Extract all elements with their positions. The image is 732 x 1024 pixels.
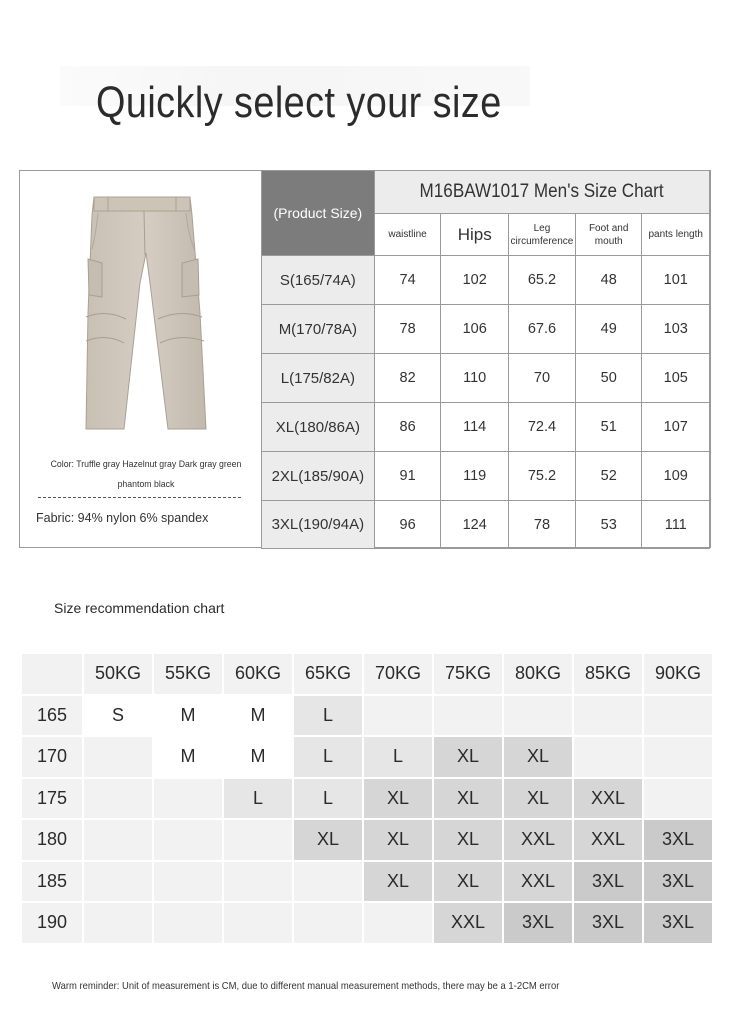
table-cell: 67.6 xyxy=(508,305,575,354)
recommended-size-cell: XXL xyxy=(434,903,502,943)
recommended-size-cell xyxy=(154,903,222,943)
table-row xyxy=(262,501,710,549)
size-chart-table xyxy=(261,170,710,549)
recommended-size-cell xyxy=(154,779,222,819)
recommended-size-cell: 3XL xyxy=(574,903,642,943)
table-cell: 75.2 xyxy=(508,452,575,501)
recommended-size-cell xyxy=(364,903,432,943)
recommended-size-cell: XL xyxy=(294,820,362,860)
table-row xyxy=(262,452,710,501)
table-cell: 82 xyxy=(374,354,441,403)
recommended-size-cell: XXL xyxy=(574,779,642,819)
recommended-size-cell: 3XL xyxy=(644,903,712,943)
table-cell: 78 xyxy=(374,305,441,354)
color-line-1: Color: Truffle gray Hazelnut gray Dark gray green xyxy=(50,459,242,470)
table-row xyxy=(22,696,712,736)
table-cell: 53 xyxy=(575,501,642,549)
recommended-size-cell: XXL xyxy=(574,820,642,860)
recommended-size-cell xyxy=(644,737,712,777)
recommended-size-cell: XXL xyxy=(504,862,572,902)
recommended-size-cell: XL xyxy=(434,820,502,860)
table-cell: 107 xyxy=(642,403,710,452)
table-cell: 72.4 xyxy=(508,403,575,452)
size-label: M(170/78A) xyxy=(262,305,375,354)
recommended-size-cell: L xyxy=(294,737,362,777)
recommended-size-cell xyxy=(84,779,152,819)
recommended-size-cell: 3XL xyxy=(504,903,572,943)
table-cell: 102 xyxy=(441,256,509,305)
color-options xyxy=(45,455,247,495)
table-cell: 86 xyxy=(374,403,441,452)
recommended-size-cell xyxy=(84,737,152,777)
product-info xyxy=(20,171,262,547)
height-label: 165 xyxy=(22,696,82,736)
recommended-size-cell: 3XL xyxy=(574,862,642,902)
recommended-size-cell xyxy=(84,903,152,943)
table-cell: 101 xyxy=(642,256,710,305)
recommended-size-cell: M xyxy=(154,737,222,777)
table-cell: 110 xyxy=(441,354,509,403)
recommended-size-cell xyxy=(644,696,712,736)
recommended-size-cell xyxy=(574,737,642,777)
table-cell: 74 xyxy=(374,256,441,305)
recommended-size-cell: M xyxy=(224,696,292,736)
table-row xyxy=(262,403,710,452)
recommended-size-cell: XXL xyxy=(504,820,572,860)
table-row xyxy=(22,862,712,902)
recommended-size-cell: L xyxy=(294,779,362,819)
recommended-size-cell xyxy=(364,696,432,736)
product-size-panel xyxy=(19,170,711,548)
dashed-divider xyxy=(38,497,241,498)
recommended-size-cell: S xyxy=(84,696,152,736)
size-chart-title: M16BAW1017 Men's Size Chart xyxy=(374,171,709,214)
recommended-size-cell: XL xyxy=(364,862,432,902)
table-cell: 48 xyxy=(575,256,642,305)
recommended-size-cell xyxy=(574,696,642,736)
size-label: L(175/82A) xyxy=(262,354,375,403)
recommended-size-cell xyxy=(224,820,292,860)
table-cell: 65.2 xyxy=(508,256,575,305)
recommended-size-cell: L xyxy=(224,779,292,819)
height-label: 175 xyxy=(22,779,82,819)
recommended-size-cell: XL xyxy=(434,737,502,777)
recommended-size-cell: XL xyxy=(504,779,572,819)
table-row xyxy=(22,779,712,819)
size-label: S(165/74A) xyxy=(262,256,375,305)
recommended-size-cell: XL xyxy=(364,779,432,819)
table-cell: 50 xyxy=(575,354,642,403)
recommended-size-cell xyxy=(434,696,502,736)
recommended-size-cell xyxy=(84,862,152,902)
weight-header: 75KG xyxy=(434,654,502,694)
recommended-size-cell: L xyxy=(294,696,362,736)
corner-cell xyxy=(22,654,82,694)
col-header-waistline: waistline xyxy=(374,214,441,256)
weight-header: 65KG xyxy=(294,654,362,694)
product-size-header: (Product Size) xyxy=(262,171,375,256)
table-cell: 109 xyxy=(642,452,710,501)
height-label: 190 xyxy=(22,903,82,943)
recommended-size-cell: XL xyxy=(364,820,432,860)
table-cell: 91 xyxy=(374,452,441,501)
size-label: 3XL(190/94A) xyxy=(262,501,375,549)
col-header-leg: Leg circumference xyxy=(508,214,575,256)
recommended-size-cell xyxy=(224,862,292,902)
table-row xyxy=(22,737,712,777)
fabric-composition: Fabric: 94% nylon 6% spandex xyxy=(36,511,209,525)
table-cell: 105 xyxy=(642,354,710,403)
table-row xyxy=(22,820,712,860)
pants-image xyxy=(68,193,218,433)
weight-header: 70KG xyxy=(364,654,432,694)
size-label: 2XL(185/90A) xyxy=(262,452,375,501)
table-cell: 103 xyxy=(642,305,710,354)
page-title: Quickly select your size xyxy=(96,78,502,127)
table-cell: 70 xyxy=(508,354,575,403)
table-row xyxy=(262,256,710,305)
table-row xyxy=(262,354,710,403)
table-cell: 111 xyxy=(642,501,710,549)
color-line-2: phantom black xyxy=(117,479,175,490)
recommended-size-cell: XL xyxy=(434,779,502,819)
recommended-size-cell xyxy=(644,779,712,819)
recommended-size-cell xyxy=(224,903,292,943)
weight-header: 60KG xyxy=(224,654,292,694)
recommended-size-cell: XL xyxy=(504,737,572,777)
table-row xyxy=(262,305,710,354)
col-header-foot: Foot and mouth xyxy=(575,214,642,256)
recommended-size-cell xyxy=(504,696,572,736)
recommendation-title: Size recommendation chart xyxy=(54,600,225,616)
recommended-size-cell xyxy=(294,862,362,902)
table-row xyxy=(22,903,712,943)
recommended-size-cell xyxy=(84,820,152,860)
table-cell: 114 xyxy=(441,403,509,452)
table-cell: 96 xyxy=(374,501,441,549)
recommended-size-cell: 3XL xyxy=(644,820,712,860)
table-cell: 51 xyxy=(575,403,642,452)
size-label: XL(180/86A) xyxy=(262,403,375,452)
col-header-length: pants length xyxy=(642,214,710,256)
weight-header: 85KG xyxy=(574,654,642,694)
height-label: 170 xyxy=(22,737,82,777)
weight-header: 90KG xyxy=(644,654,712,694)
table-cell: 119 xyxy=(441,452,509,501)
col-header-hips: Hips xyxy=(441,214,509,256)
table-cell: 106 xyxy=(441,305,509,354)
size-recommendation-table xyxy=(20,652,714,945)
table-cell: 52 xyxy=(575,452,642,501)
table-cell: 78 xyxy=(508,501,575,549)
weight-header: 50KG xyxy=(84,654,152,694)
weight-header: 80KG xyxy=(504,654,572,694)
footer-note: Warm reminder: Unit of measurement is CM, due to different manual measurement methods, there may be a 1-2CM error xyxy=(52,980,560,992)
recommended-size-cell: XL xyxy=(434,862,502,902)
recommended-size-cell xyxy=(294,903,362,943)
recommended-size-cell: M xyxy=(224,737,292,777)
recommended-size-cell xyxy=(154,820,222,860)
height-label: 185 xyxy=(22,862,82,902)
recommended-size-cell xyxy=(154,862,222,902)
weight-header: 55KG xyxy=(154,654,222,694)
table-cell: 49 xyxy=(575,305,642,354)
table-cell: 124 xyxy=(441,501,509,549)
recommended-size-cell: 3XL xyxy=(644,862,712,902)
recommended-size-cell: L xyxy=(364,737,432,777)
recommended-size-cell: M xyxy=(154,696,222,736)
height-label: 180 xyxy=(22,820,82,860)
